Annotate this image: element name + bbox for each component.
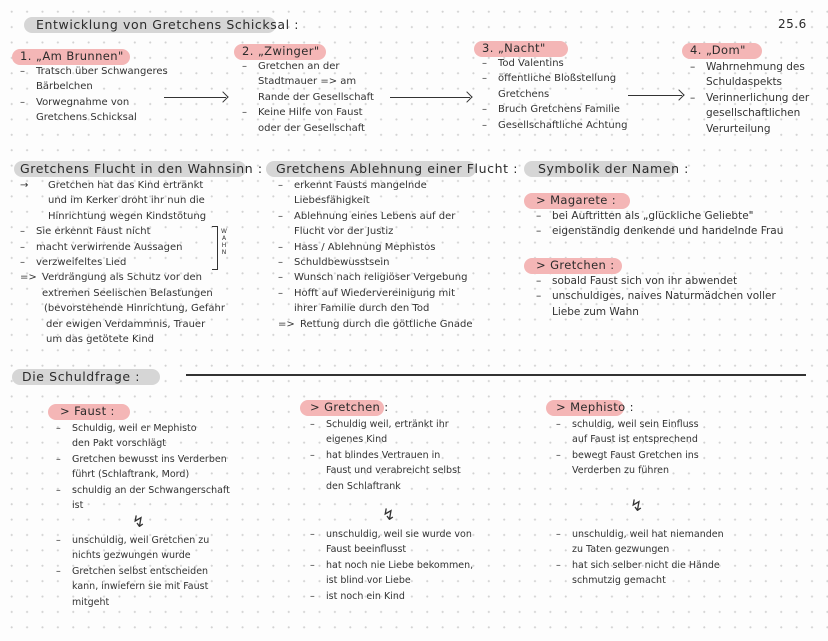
list-item: oder der Gesellschaft bbox=[258, 122, 365, 134]
list-item: Schuldaspekts bbox=[706, 76, 783, 89]
list-item: Liebesfähigkeit bbox=[294, 195, 370, 207]
list-item: Faust und verabreicht selbst bbox=[326, 465, 461, 477]
section-title-wahnsinn: Gretchens Flucht in den Wahnsinn : bbox=[20, 161, 263, 176]
gretchen-name-list bbox=[536, 274, 776, 320]
character-mephisto-label: > Mephisto : bbox=[556, 400, 634, 414]
list-item: – unschuldig, weil Gretchen zu bbox=[56, 535, 210, 546]
list-item: Gretchens Schicksal bbox=[36, 112, 137, 124]
list-item: und im Kerker droht ihr nun die bbox=[48, 195, 205, 207]
list-item: – unschuldig, weil sie wurde von bbox=[310, 529, 472, 540]
list-item: der ewigen Verdammnis, Trauer bbox=[46, 318, 206, 330]
list-item: – Gretchen bewusst ins Verderben bbox=[56, 453, 227, 465]
bracket-label-wahn: W A H N bbox=[221, 228, 227, 256]
list-item: führt (Schlaftrank, Mord) bbox=[72, 469, 190, 481]
list-item: Verderben zu führen bbox=[572, 465, 670, 477]
list-item: – Schuldig, weil er Mephisto bbox=[56, 423, 197, 434]
list-item: Verurteilung bbox=[706, 122, 771, 135]
list-item: – Gesellschaftliche Achtung bbox=[482, 119, 628, 131]
list-item: Hinrichtung wegen Kindstötung bbox=[48, 210, 207, 222]
date-label: 25.6 bbox=[778, 17, 807, 31]
list-item: nichts gezwungen wurde bbox=[72, 550, 191, 562]
list-item: – Hass / Ablehnung Mephistos bbox=[278, 241, 436, 253]
stage-3-list bbox=[482, 56, 627, 133]
section-title-symbolik: Symbolik der Namen : bbox=[538, 161, 689, 176]
list-item: (bevorstehende Hinrichtung, Gefahr bbox=[44, 303, 226, 315]
contrast-bolt-icon: ↯ bbox=[382, 505, 396, 524]
bracket bbox=[212, 226, 218, 270]
list-item: Stadtmauer => am bbox=[258, 76, 357, 88]
faust-guilty-list bbox=[56, 421, 230, 513]
list-item: gesellschaftlichen bbox=[706, 107, 801, 120]
list-item: – Wahrnehmung des bbox=[690, 61, 805, 73]
contrast-bolt-icon: ↯ bbox=[132, 512, 146, 531]
list-item: extremen Seelischen Belastungen bbox=[42, 287, 213, 299]
list-item: – hat noch nie Liebe bekommen, bbox=[310, 559, 474, 571]
list-item: kann, inwiefern sie mit Faust bbox=[72, 581, 209, 593]
list-item: – Sie erkennt Faust nicht bbox=[20, 226, 151, 238]
list-item: – unschuldiges, naives Naturmädchen voller bbox=[536, 290, 776, 303]
list-item: – Bruch Gretchens Familie bbox=[482, 104, 620, 116]
list-item: – schuldig, weil sein Einfluss bbox=[556, 419, 699, 430]
list-item: – bei Auftritten als „glückliche Geliebte" bbox=[536, 210, 754, 222]
list-item: den Pakt vorschlägt bbox=[72, 438, 167, 450]
list-item: – erkennt Fausts mangelnde bbox=[278, 180, 427, 191]
list-item: – unschuldig, weil hat niemanden bbox=[556, 529, 724, 540]
list-item: – schuldig an der Schwangerschaft bbox=[56, 484, 230, 496]
list-item: Rande der Gesellschaft bbox=[258, 91, 374, 103]
list-item: → Gretchen hat das Kind ertränkt bbox=[20, 180, 204, 191]
section-title-schuldfrage: Die Schuldfrage : bbox=[22, 369, 141, 384]
character-gretchen-label: > Gretchen : bbox=[310, 400, 389, 414]
list-item: – Verinnerlichung der bbox=[690, 91, 810, 104]
list-item: ist bbox=[72, 500, 84, 512]
list-item: schmutzig gemacht bbox=[572, 575, 666, 587]
list-item: auf Faust ist entsprechend bbox=[572, 434, 698, 446]
list-item: ist blind vor Liebe bbox=[326, 575, 411, 587]
list-item: – Tod Valentins bbox=[482, 58, 564, 69]
list-item: – sobald Faust sich von ihr abwendet bbox=[536, 275, 738, 287]
mephisto-guilty-list bbox=[556, 417, 699, 479]
magarete-list bbox=[536, 209, 783, 240]
list-item: mitgeht bbox=[72, 596, 110, 608]
section-title-ablehnung: Gretchens Ablehnung einer Flucht : bbox=[276, 161, 519, 176]
contrast-bolt-icon: ↯ bbox=[630, 496, 644, 515]
list-item: Faust beeinflusst bbox=[326, 544, 407, 556]
list-item: – verzweifeltes Lied bbox=[20, 257, 127, 269]
list-item: – Schuldig weil, ertränkt ihr bbox=[310, 419, 449, 430]
list-item: – hat sich selber nicht die Hände bbox=[556, 559, 720, 571]
stage-1-list bbox=[20, 64, 168, 126]
list-item: zu Taten gezwungen bbox=[572, 544, 670, 556]
wahnsinn-list bbox=[20, 178, 225, 347]
list-item: um das getötete Kind bbox=[46, 334, 155, 346]
list-item: Gretchens bbox=[498, 88, 550, 100]
list-item: – Gretchen an der bbox=[242, 61, 340, 72]
arrow-right-icon bbox=[164, 97, 226, 98]
arrow-right-icon bbox=[390, 97, 470, 98]
list-item: – hat blindes Vertrauen in bbox=[310, 449, 441, 461]
list-item: – Keine Hilfe von Faust bbox=[242, 107, 363, 119]
gretchen-guilty-list bbox=[310, 417, 461, 494]
section-title-entwicklung: Entwicklung von Gretchens Schicksal : bbox=[36, 17, 300, 32]
list-item: Liebe zum Wahn bbox=[552, 305, 639, 318]
stage-2-list bbox=[242, 59, 374, 136]
divider-line bbox=[186, 374, 806, 376]
arrow-right-icon bbox=[628, 95, 682, 96]
list-item: – Wunsch nach religiöser Vergebung bbox=[278, 272, 468, 284]
name-magarete-label: > Magarete : bbox=[536, 193, 617, 207]
list-item: – Ablehnung eines Lebens auf der bbox=[278, 210, 456, 222]
ablehnung-list bbox=[278, 178, 473, 332]
stage-2-label: 2. „Zwinger" bbox=[242, 44, 320, 58]
list-item: Bärbelchen bbox=[36, 81, 93, 93]
list-item: – Vorwegnahme von bbox=[20, 96, 130, 108]
stage-4-label: 4. „Dom" bbox=[690, 43, 746, 57]
list-item: – Hofft auf Wiedervereinigung mit bbox=[278, 287, 456, 299]
list-item: ihrer Familie durch den Tod bbox=[294, 303, 430, 315]
stage-1-label: 1. „Am Brunnen" bbox=[20, 49, 124, 63]
list-item: – macht verwirrende Aussagen bbox=[20, 241, 183, 253]
list-item: – Schuldbewusstsein bbox=[278, 257, 390, 269]
list-item: – ist noch ein Kind bbox=[310, 590, 405, 602]
gretchen-innocent-list bbox=[310, 527, 473, 604]
stage-4-list bbox=[690, 60, 809, 137]
list-item: – bewegt Faust Gretchen ins bbox=[556, 449, 699, 461]
list-item: – öffentliche Bloßstellung bbox=[482, 73, 617, 85]
list-item: => Verdrängung als Schutz vor den bbox=[20, 272, 202, 284]
list-item: Flucht vor der Justiz bbox=[294, 226, 394, 238]
faust-innocent-list bbox=[56, 533, 209, 610]
list-item: – Gretchen selbst entscheiden bbox=[56, 565, 209, 577]
character-faust-label: > Faust : bbox=[60, 404, 115, 418]
list-item: eigenes Kind bbox=[326, 434, 388, 446]
list-item: => Rettung durch die göttliche Gnade bbox=[278, 318, 473, 330]
list-item: – Tratsch über Schwangeres bbox=[20, 66, 168, 77]
list-item: – eigenständig denkende und handelnde Frau bbox=[536, 225, 784, 238]
list-item: den Schlaftrank bbox=[326, 480, 401, 492]
name-gretchen-label: > Gretchen : bbox=[536, 258, 615, 272]
mephisto-innocent-list bbox=[556, 527, 724, 589]
stage-3-label: 3. „Nacht" bbox=[482, 41, 546, 55]
